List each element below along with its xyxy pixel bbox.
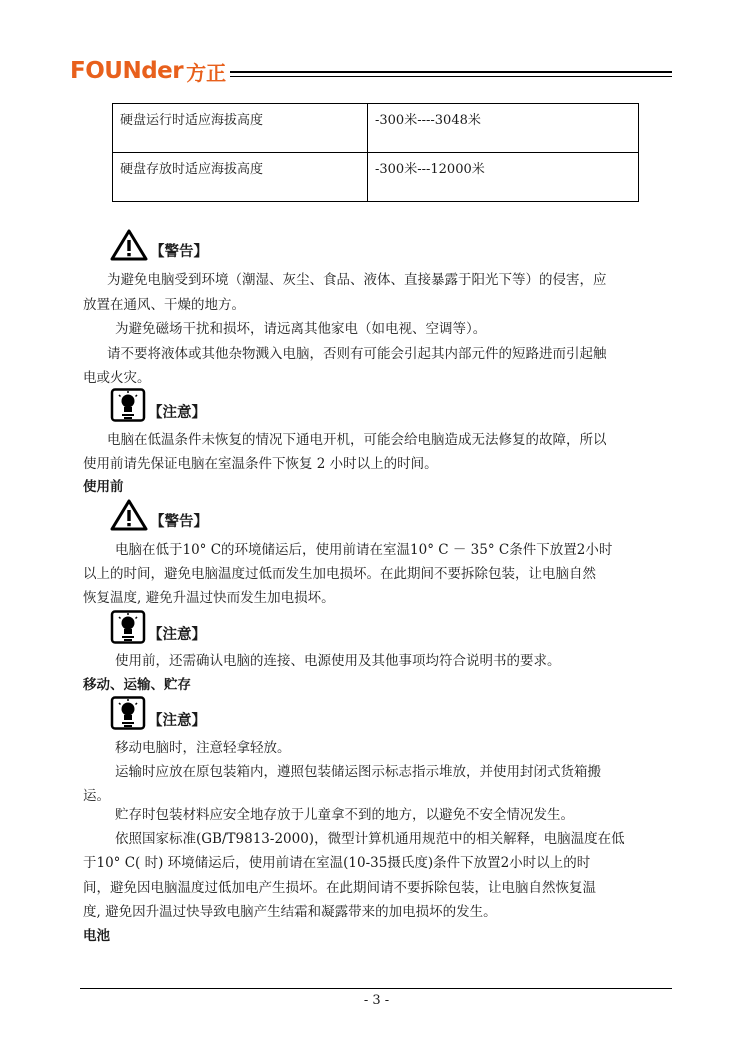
table-cell-value: -300米----3048米: [368, 104, 639, 153]
note-label: 【注意】: [148, 713, 206, 729]
body-line: 放置在通风、干燥的地方。: [83, 297, 245, 313]
warning-label: 【警告】: [150, 514, 208, 530]
footer-rule: [80, 988, 672, 989]
table-cell-label: 硬盘运行时适应海拔高度: [113, 104, 368, 153]
warning-label: 【警告】: [150, 244, 208, 260]
body-line: 以上的时间，避免电脑温度过低而发生加电损坏。在此期间不要拆除包装，让电脑自然: [83, 566, 596, 582]
body-line: 电脑在低于10° C的环境储运后，使用前请在室温10° C － 35° C条件下放置2小时: [115, 542, 613, 558]
note-label: 【注意】: [148, 627, 206, 643]
table-cell-value: -300米---12000米: [368, 153, 639, 202]
body-line: 依照国家标准(GB/T9813-2000)，微型计算机通用规范中的相关解释，电脑温度在低: [115, 831, 625, 847]
header-rule-thick: [230, 71, 672, 73]
logo-text-cn: 方正: [186, 60, 227, 85]
table-row: [113, 104, 639, 153]
warning-triangle-icon: [110, 229, 148, 261]
body-line: 使用前请先保证电脑在室温条件下恢复 2 小时以上的时间。: [83, 456, 438, 472]
lightbulb-icon: [110, 388, 146, 422]
warning-heading: [110, 497, 208, 531]
body-line: 为避免电脑受到环境（潮湿、灰尘、食品、液体、直接暴露于阳光下等）的侵害，应: [107, 272, 607, 288]
lightbulb-icon: [110, 696, 146, 730]
body-line: 度, 避免因升温过快导致电脑产生结霜和凝露带来的加电损坏的发生。: [83, 904, 497, 920]
body-line: 贮存时包装材料应安全地存放于儿童拿不到的地方，以避免不安全情况发生。: [115, 807, 574, 823]
warning-heading: [110, 227, 208, 261]
body-line: 恢复温度, 避免升温过快而发生加电损坏。: [83, 590, 335, 606]
warning-triangle-icon: [110, 499, 148, 531]
altitude-spec-table: [112, 103, 639, 202]
founder-logo: [70, 58, 226, 84]
page-number: - 3 -: [363, 993, 390, 1008]
body-line: 请不要将液体或其他杂物溅入电脑，否则有可能会引起其内部元件的短路进而引起触: [107, 346, 607, 362]
note-label: 【注意】: [148, 405, 206, 421]
section-heading: 使用前: [83, 479, 124, 495]
section-heading: 电池: [83, 928, 110, 944]
body-line: 间，避免因电脑温度过低加电产生损坏。在此期间请不要拆除包装，让电脑自然恢复温: [83, 880, 596, 896]
table-row: [113, 153, 639, 202]
table-cell-label: 硬盘存放时适应海拔高度: [113, 153, 368, 202]
note-heading: [110, 388, 206, 422]
section-heading: 移动、运输、贮存: [83, 677, 191, 693]
note-heading: [110, 696, 206, 730]
body-line: 电脑在低温条件未恢复的情况下通电开机，可能会给电脑造成无法修复的故障，所以: [107, 432, 607, 448]
body-line: 于10° C( 时) 环境储运后，使用前请在室温(10-35摄氏度)条件下放置2小时以上的时: [83, 855, 591, 871]
body-line: 运。: [83, 788, 110, 804]
lightbulb-icon: [110, 610, 146, 644]
body-line: 使用前，还需确认电脑的连接、电源使用及其他事项均符合说明书的要求。: [115, 653, 561, 669]
header-rule-thin: [230, 76, 672, 77]
logo-text-en: FOUNder: [70, 58, 184, 84]
note-heading: [110, 610, 206, 644]
body-line: 移动电脑时，注意轻拿轻放。: [115, 740, 291, 756]
body-line: 运输时应放在原包装箱内，遵照包装储运图示标志指示堆放，并使用封闭式货箱搬: [115, 764, 601, 780]
body-line: 电或火灾。: [83, 370, 151, 386]
body-line: 为避免磁场干扰和损坏，请远离其他家电（如电视、空调等）。: [115, 321, 487, 337]
